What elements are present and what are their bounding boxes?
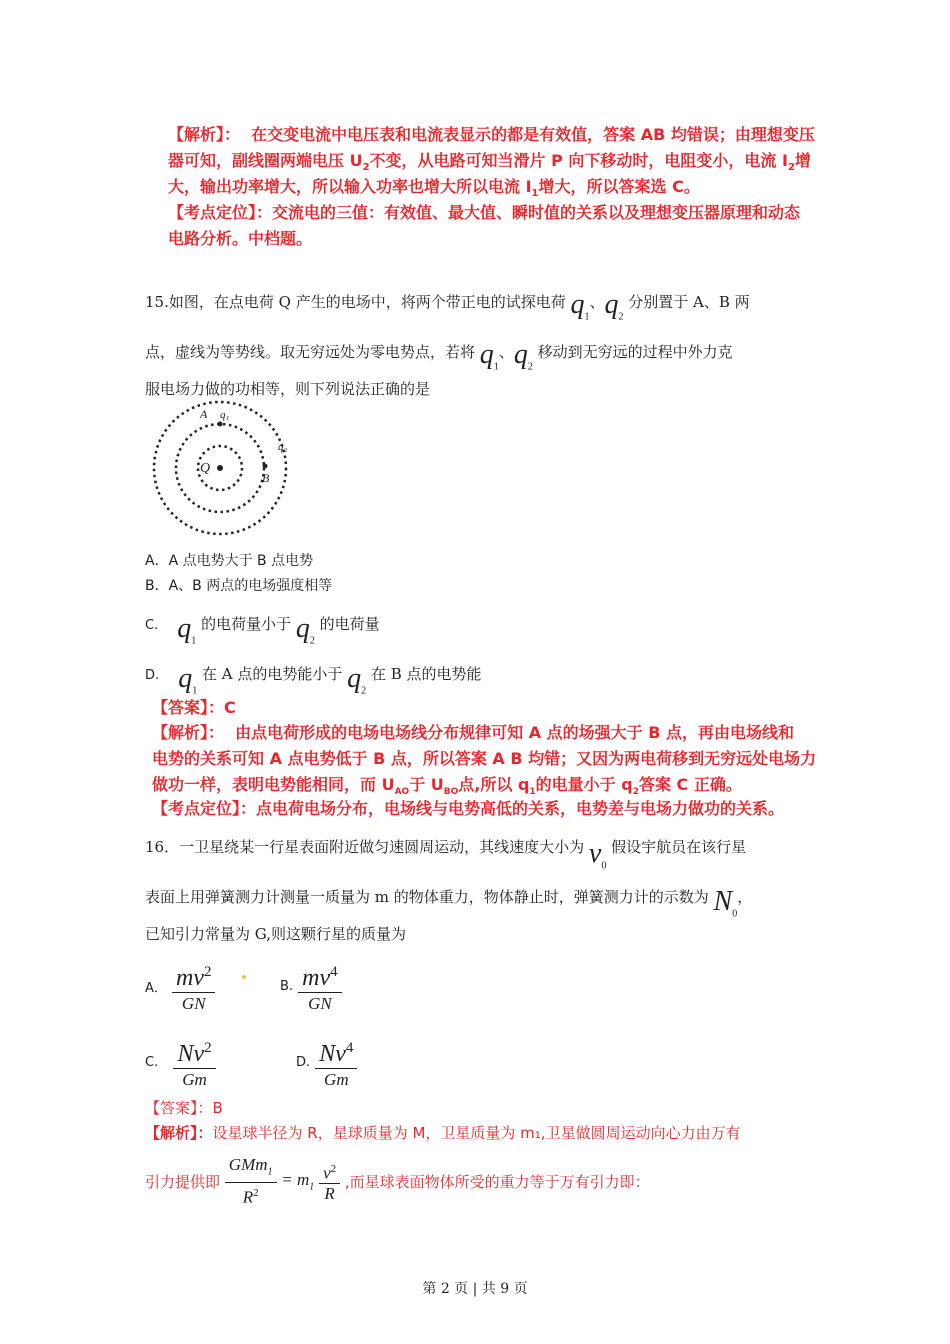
q15-answer: [152, 695, 236, 721]
q2-symbol: $q_2$: [513, 339, 533, 373]
label-A: A: [200, 407, 208, 421]
label-q1: q₁: [220, 409, 230, 421]
dot-mark: [242, 975, 246, 979]
q2-symbol: $q_2$: [604, 289, 624, 323]
answer-value: C: [224, 698, 236, 717]
q15-option-D: D. $q_1$ 在 A 点的电势能小于 $q_2$ 在 B 点的电势能: [145, 663, 482, 697]
label-Q: Q: [200, 461, 211, 476]
label-B: B: [262, 471, 270, 485]
analysis-label: 【解析】：: [145, 1124, 213, 1142]
page-footer: 第 2 页 | 共 9 页: [422, 1281, 528, 1297]
equation-middle: = $m_1$: [281, 1170, 315, 1193]
v0-symbol: $v_0$: [588, 838, 607, 872]
q1-symbol: $q_1$: [570, 289, 590, 323]
kaodian-label: 【考点定位】：: [168, 203, 273, 222]
point-A-dot: [218, 422, 223, 427]
q15-option-A: A．A 点电势大于 B 点电势: [145, 553, 314, 569]
q2-symbol: $q_2$: [295, 613, 315, 647]
N0-symbol: $N_0$: [713, 886, 738, 920]
q15-stem-line3: 服电场力做的功相等，则下列说法正确的是: [145, 380, 431, 398]
q14-analysis-line3: 大，输出功率增大，所以输入功率也增大所以电流 $I_1$增大，所以答案选 C。: [168, 177, 700, 200]
q16-option-B: B. $\frac{mv^4}{GN}$: [280, 958, 342, 1015]
q15-analysis-line2: 电势的关系可知 A 点电势低于 B 点，所以答案 A B 均错；又因为两电荷移到无穷远处电场力: [152, 749, 817, 768]
equipotential-figure: [140, 398, 300, 538]
q15-kaodian: 【考点定位】：点电荷电场分布，电场线与电势高低的关系，电势差与电场力做功的关系。: [152, 799, 785, 818]
analysis-label: 【解析】：: [168, 125, 241, 144]
q15-analysis-line3: 做功一样，表明电势能相同，而 $U_{AO}$于 $U_{BO}$点,所以 $q_1$的电量小于 $q_2$答案 C 正确。: [152, 775, 742, 798]
q15-analysis-line1: 【解析】： 由点电荷形成的电场电场线分布规律可知 A 点的场强大于 B 点，再由电场线和: [152, 723, 795, 742]
q1-symbol: $q_1$: [178, 663, 198, 697]
q15-stem-line1: 15.如图，在点电荷 Q 产生的电场中，将两个带正电的试探电荷 $q_1$、$q_2$ 分别置于 A、B 两: [145, 289, 750, 323]
q14-analysis-line1: 【解析】： 在交变电流中电压表和电流表显示的都是有效值，答案 AB 均错误；由理想变压: [168, 125, 815, 144]
q16-option-A: A． $\frac{mv^2}{GN}$: [145, 958, 215, 1015]
equation-left-fraction: $\frac{GMm_1}{R^2}$: [225, 1155, 277, 1208]
q16-option-C: C. $\frac{Nv^2}{Gm}$: [145, 1034, 216, 1091]
q15-option-B: B．A、B 两点的电场强度相等: [145, 578, 333, 594]
q14-kaodian-line2: 电路分析。中档题。: [168, 229, 313, 248]
charge-Q-dot: [217, 465, 223, 471]
fraction-B: $\frac{mv^4}{GN}$: [298, 958, 341, 1015]
q15-stem-line2: 点，虚线为等势线。取无穷远处为零电势点，若将 $q_1$、$q_2$ 移动到无穷远的过程中外力克: [145, 339, 733, 373]
q1-symbol: $q_1$: [177, 613, 197, 647]
q16-analysis-line1: 【解析】：设星球半径为 R，星球质量为 M，卫星质量为 m₁,卫星做圆周运动向心力由万有: [145, 1124, 741, 1142]
q16-stem-line3: 已知引力常量为 G,则这颗行星的质量为: [145, 925, 406, 943]
kaodian-label: 【考点定位】：: [152, 799, 257, 818]
q16-stem-line2: 表面上用弹簧测力计测量一质量为 m 的物体重力，物体静止时，弹簧测力计的示数为 $N_0$，: [145, 886, 753, 920]
answer-label: 【答案】：: [145, 1099, 213, 1117]
q16-analysis-line2: 引力提供即 $\frac{GMm_1}{R^2}$ = $m_1$ $\frac{v^2}{R}$ ,而星球表面物体所受的重力等于万有引力即：: [145, 1155, 650, 1208]
analysis-label: 【解析】：: [152, 723, 225, 742]
q1-symbol: $q_1$: [479, 339, 499, 373]
label-q2: q₂: [278, 441, 288, 453]
q16-option-D: D. $\frac{Nv^4}{Gm}$: [296, 1034, 357, 1091]
equation-right-fraction: $\frac{v^2}{R}$: [319, 1159, 340, 1205]
fraction-D: $\frac{Nv^4}{Gm}$: [315, 1034, 357, 1091]
q2-symbol: $q_2$: [347, 663, 367, 697]
q14-kaodian-line1: 【考点定位】：交流电的三值：有效值、最大值、瞬时值的关系以及理想变压器原理和动态: [168, 203, 801, 222]
point-B-dot: [263, 464, 268, 469]
q16-answer: [145, 1095, 223, 1121]
fraction-C: $\frac{Nv^2}{Gm}$: [173, 1034, 215, 1091]
q16-stem-line1: 16．一卫星绕某一行星表面附近做匀速圆周运动，其线速度大小为 $v_0$ 假设宇航员在该行星: [145, 838, 747, 872]
q14-analysis-line2: 器可知，副线圈两端电压 $U_2$不变，从电路可知当滑片 P 向下移动时，电阻变小，电流 $I_2$增: [168, 151, 811, 174]
q15-option-C: C. $q_1$ 的电荷量小于 $q_2$ 的电荷量: [145, 613, 380, 647]
answer-label: 【答案】：: [152, 698, 225, 717]
fraction-A: $\frac{mv^2}{GN}$: [172, 958, 215, 1015]
answer-value: B: [212, 1099, 223, 1117]
